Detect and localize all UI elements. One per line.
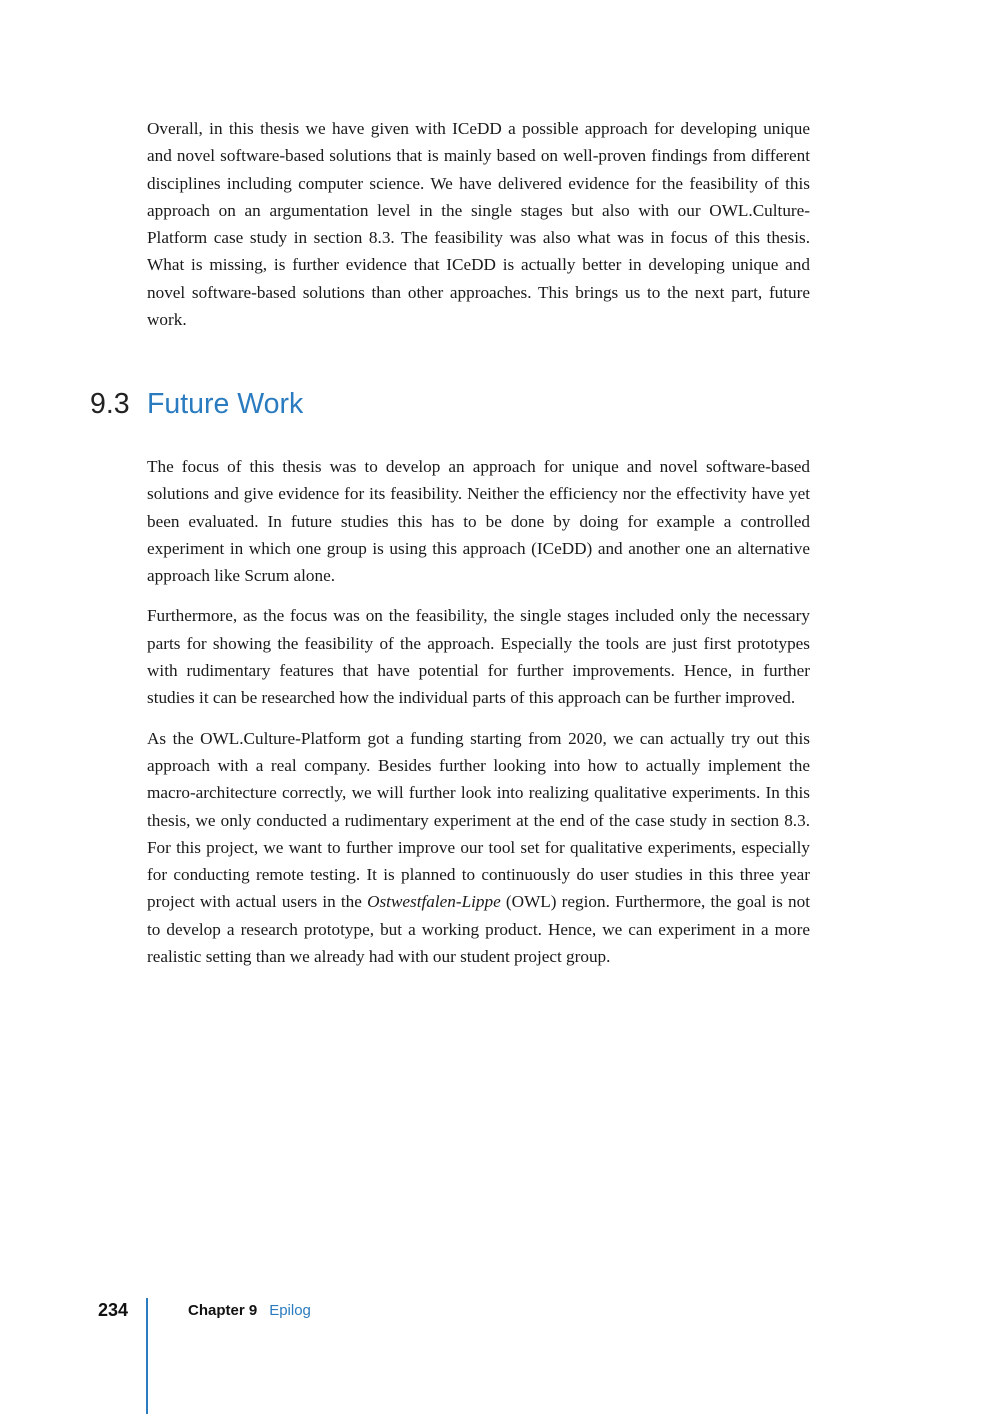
future-work-paragraph-1: The focus of this thesis was to develop an approach for unique and novel software-based solutions and give evidence for its feasibility. Neither the efficiency nor the effectivity have yet been evaluated. In future studies this has to be done by doing for example a controlled experiment in which one group is using this approach (ICeDD) and another one an alternative approach like Scrum alone. bbox=[147, 457, 810, 586]
region-name-emphasis: Ostwestfalen-Lippe bbox=[367, 892, 501, 912]
chapter-label: Chapter 9 bbox=[188, 1302, 258, 1319]
page-number: 234 bbox=[98, 1300, 129, 1320]
footer-divider bbox=[146, 1298, 148, 1414]
chapter-title: Epilog bbox=[269, 1302, 311, 1319]
section-heading bbox=[90, 386, 303, 422]
paragraph-3-text-before: As the OWL.Culture-Platform got a funding starting from 2020, we can actually try out this approach with a real company. Besides further looking into how to actually implement the macro-architecture correctly, we will further look into realizing qualitative experiments. In this thesis, we only conducted a rudimentary experiment at the end of the case study in section 8.3. For this project, we want to further improve our tool set for qualitative experiments, especially for conducting remote testing. It is planned to continuously do user studies in this three year project with actual users in the bbox=[147, 728, 810, 912]
intro-block bbox=[147, 115, 810, 346]
paragraph-3-text-after: (OWL) region. Furthermore, the goal is not to develop a research prototype, but a working product. Hence, we can experiment in a more realistic setting than we already had with our student project group. bbox=[147, 892, 810, 967]
future-work-paragraph-2: Furthermore, as the focus was on the feasibility, the single stages included only the necessary parts for showing the feasibility of the approach. Especially the tools are just first prototypes with rudimentary features that have potential for further improvements. Hence, in further studies it can be researched how the individual parts of this approach can be further improved. bbox=[147, 606, 810, 708]
running-footer bbox=[188, 1302, 311, 1319]
section-title: Future Work bbox=[147, 388, 304, 420]
page-footer bbox=[0, 1298, 1000, 1414]
intro-paragraph: Overall, in this thesis we have given with ICeDD a possible approach for developing unique and novel software-based solutions that is mainly based on well-proven findings from different disciplines including computer science. We have delivered evidence for the feasibility of this approach on an argumentation level in the single stages but also with our OWL.Culture-Platform case study in section 8.3. The feasibility was also what was in focus of this thesis. What is missing, is further evidence that ICeDD is actually better in developing unique and novel software-based solutions than other approaches. This brings us to the next part, future work. bbox=[147, 119, 810, 330]
future-work-paragraph-3 bbox=[147, 725, 810, 971]
section-number: 9.3 bbox=[90, 388, 130, 420]
future-work-body bbox=[147, 453, 810, 983]
